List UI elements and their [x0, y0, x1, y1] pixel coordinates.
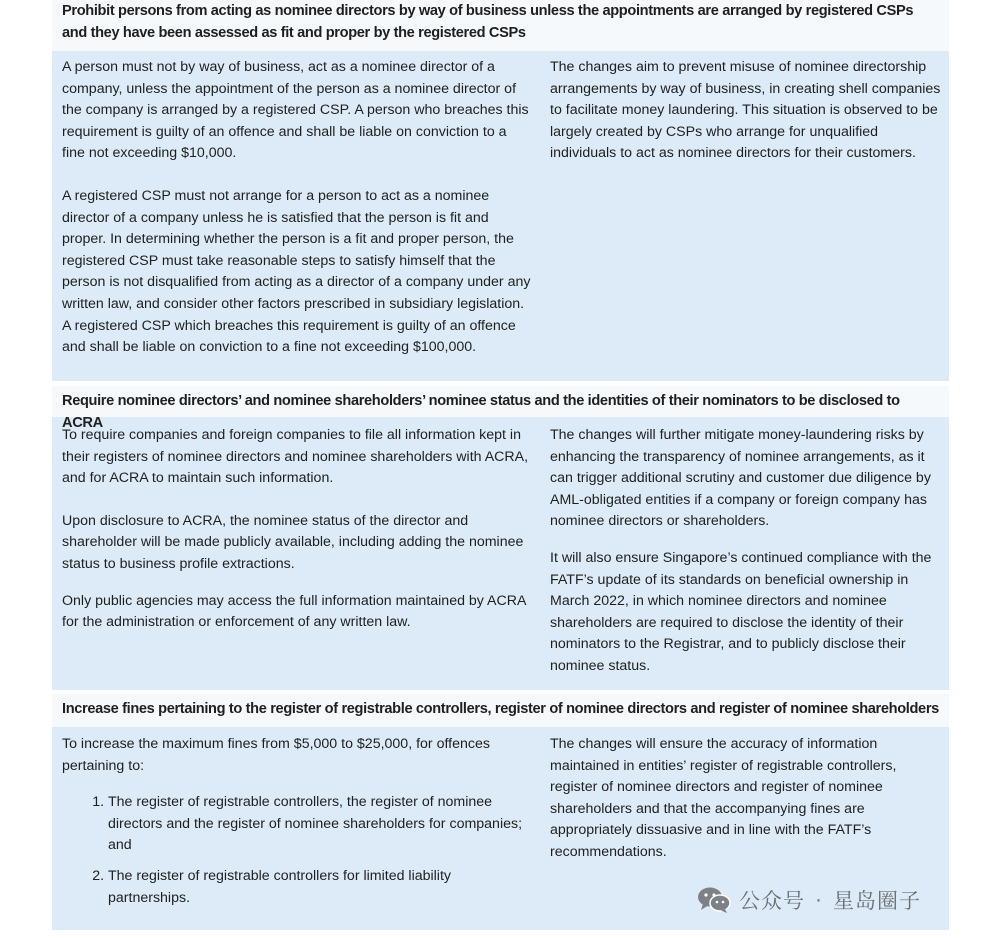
section-heading-text: Prohibit persons from acting as nominee directors by way of business unless the appointments are arranged by registered CSPs and they have been assessed as fit and proper by the registered CSPs	[62, 3, 914, 41]
watermark-separator: ·	[815, 888, 823, 911]
paragraph: To require companies and foreign companies to file all information kept in their registers of nominee directors and nominee shareholders with ACRA, and for ACRA to maintain such information.	[62, 427, 529, 487]
paragraph: A person must not by way of business, act as a nominee director of a company, unless the appointment of the person as a nominee director of the company is arranged by a registered CSP. A person who breaches this requirement is guilty of an offence and shall be liable on conviction to a fine not exceeding $10,000.	[62, 59, 529, 162]
paragraph: A registered CSP must not arrange for a person to act as a nominee director of a company unless he is satisfied that the person is fit and proper. In determining whether the person is a fit and proper person, the registered CSP must take reasonable steps to satisfy himself that the person is not disqualified from acting as a director of a company under any written law, and consider other factors prescribed in subsidiary legislation. A registered CSP which breaches this requirement is guilty of an offence and shall be liable on conviction to a fine not exceeding $100,000.	[62, 187, 531, 356]
amendment-column	[52, 57, 550, 381]
list-item: 2. The register of registrable controllers for limited liability partnerships.	[108, 866, 532, 909]
amendment-column	[52, 425, 550, 690]
watermark-label: 公众号	[739, 890, 805, 913]
section-body	[52, 51, 949, 381]
paragraph: It will also ensure Singapore’s continued compliance with the FATF’s update of its standards on beneficial ownership in March 2022, in which nominee directors and nominee shareholders are required to disclose the identity of their nominators to the Registrar, and to publicly disclose their nominee status.	[550, 549, 932, 674]
watermark-account: 星岛圈子	[833, 890, 921, 913]
list-item: 1. The register of registrable controllers, the register of nominee directors and the register of nominee shareholders for companies; and	[108, 792, 532, 857]
paragraph: The changes will further mitigate money-laundering risks by enhancing the transparency of nominee arrangements, as it can trigger additional scrutiny and customer due diligence by AML-obligated entities if a company or foreign company has nominee directors or shareholders.	[550, 427, 931, 530]
paragraph: The changes aim to prevent misuse of nominee directorship arrangements by way of business, in creating shell companies to facilitate money laundering. This situation is observed to be largely created by CSPs who arrange for unqualified individuals to act as nominee directors for their customers.	[550, 59, 941, 162]
section-heading	[52, 694, 949, 727]
section-heading	[52, 0, 949, 51]
amendment-column	[52, 734, 550, 930]
wechat-icon	[697, 886, 731, 914]
offence-list	[62, 792, 532, 909]
section-heading-text: Increase fines pertaining to the register of registrable controllers, register of nominee directors and register of nominee shareholders	[62, 701, 939, 717]
rationale-column	[550, 425, 949, 690]
section-body	[52, 417, 949, 690]
paragraph: Upon disclosure to ACRA, the nominee status of the director and shareholder will be made publicly available, including adding the nominee status to business profile extractions.	[62, 512, 524, 572]
paragraph: Only public agencies may access the full information maintained by ACRA for the administration or enforcement of any written law.	[62, 592, 526, 631]
section-heading	[52, 386, 949, 431]
paragraph: The changes will ensure the accuracy of information maintained in entities’ register of registrable controllers, register of nominee directors and register of nominee shareholders and that the accompanying fines are appropriately dissuasive and in line with the FATF’s recommendations.	[550, 736, 897, 860]
paragraph: To increase the maximum fines from $5,000 to $25,000, for offences pertaining to:	[62, 736, 490, 774]
section-heading-text: Require nominee directors’ and nominee shareholders’ nominee status and the identities of their nominators to be disclosed to ACRA	[62, 393, 900, 431]
policy-table	[52, 0, 949, 930]
watermark	[697, 884, 921, 916]
rationale-column	[550, 57, 949, 381]
